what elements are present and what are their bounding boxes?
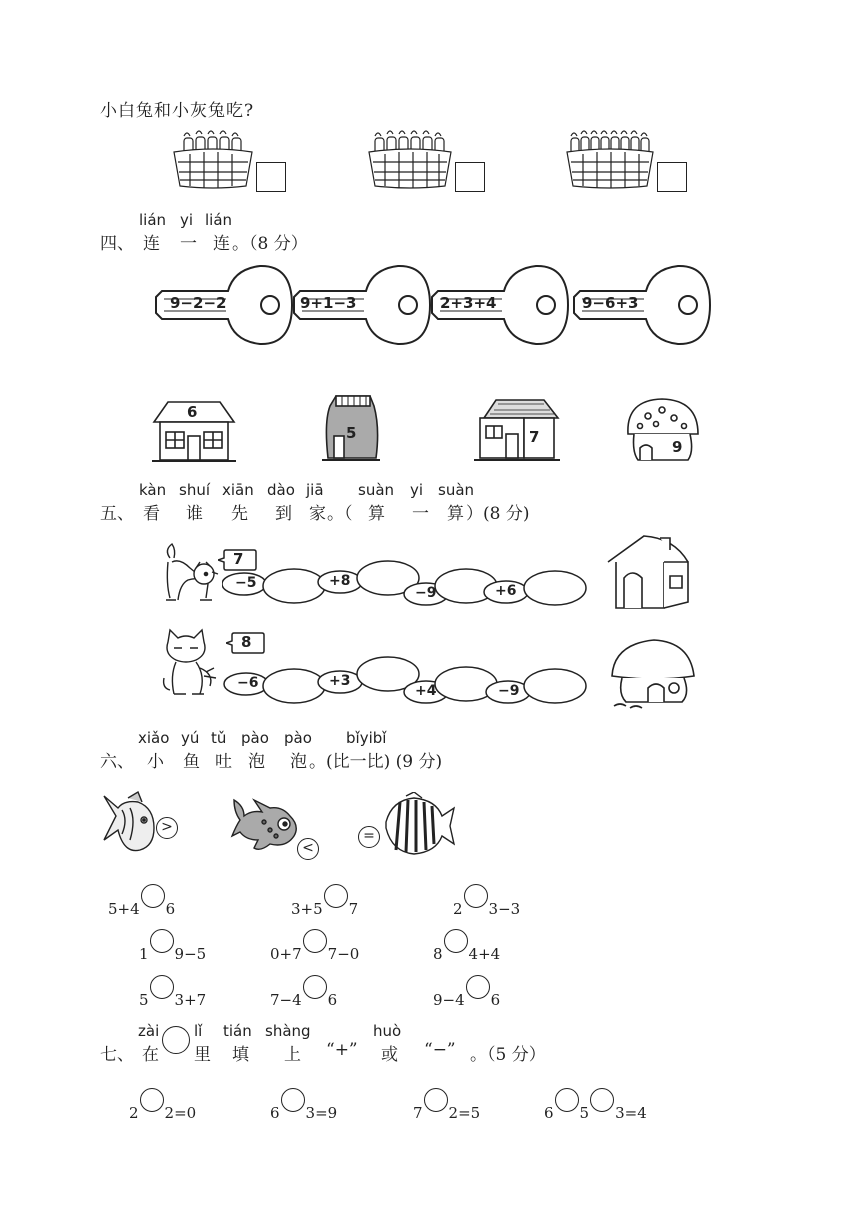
key-4[interactable] bbox=[570, 263, 716, 351]
answer-circle[interactable] bbox=[141, 884, 165, 908]
operand: 5 bbox=[579, 1104, 590, 1122]
answer-circle[interactable] bbox=[444, 929, 468, 953]
pinyin-lian1: lián bbox=[139, 211, 167, 229]
compare-item bbox=[270, 975, 337, 1009]
answer-circle[interactable] bbox=[466, 975, 490, 999]
heading-char: 一 bbox=[412, 504, 429, 524]
pinyin-lian2: lián bbox=[205, 211, 233, 229]
answer-box[interactable] bbox=[657, 162, 687, 192]
compare-item bbox=[433, 975, 500, 1009]
carrot-basket bbox=[365, 128, 455, 196]
right-operand: 3−3 bbox=[488, 900, 521, 918]
heading-char: 先 bbox=[231, 504, 248, 524]
fill-equation bbox=[544, 1088, 647, 1122]
key-label: 9−2−2 bbox=[170, 294, 227, 312]
answer-circle[interactable] bbox=[150, 975, 174, 999]
pinyin: tǔ bbox=[211, 729, 227, 747]
answer-circle[interactable] bbox=[303, 929, 327, 953]
right-operand: 7 bbox=[348, 900, 359, 918]
answer-circle[interactable] bbox=[281, 1088, 305, 1112]
answer-circle[interactable] bbox=[590, 1088, 614, 1112]
operation-label: +6 bbox=[495, 583, 517, 599]
pinyin: shuí bbox=[179, 481, 210, 499]
heading-char: 连 bbox=[143, 234, 160, 254]
right-operand: 9−5 bbox=[174, 945, 207, 963]
left-operand: 5 bbox=[139, 991, 149, 1009]
fish-greater bbox=[98, 790, 184, 864]
bubble-symbol: = bbox=[358, 826, 380, 848]
heading-score: ）(8 分) bbox=[466, 504, 530, 524]
pinyin: yi bbox=[410, 481, 424, 499]
heading-char: 到 bbox=[275, 504, 292, 524]
operation-label: +4 bbox=[415, 683, 437, 699]
bubble-symbol: < bbox=[297, 838, 319, 860]
answer-box[interactable] bbox=[256, 162, 286, 192]
heading-char: 吐 bbox=[215, 752, 232, 772]
pinyin: dào bbox=[267, 481, 295, 499]
pinyin: shàng bbox=[265, 1022, 311, 1040]
dog-path bbox=[222, 560, 592, 616]
house-number: 6 bbox=[187, 403, 198, 421]
answer-circle[interactable] bbox=[140, 1088, 164, 1112]
heading-char: 谁 bbox=[186, 504, 203, 524]
section-number: 六、 bbox=[100, 752, 134, 772]
bubble-symbol: > bbox=[156, 817, 178, 839]
operation-label: −6 bbox=[237, 675, 259, 691]
pinyin: bǐyibǐ bbox=[346, 729, 387, 747]
heading-score: 。(比一比) (9 分) bbox=[309, 752, 443, 772]
heading-char: 家 bbox=[309, 504, 326, 524]
fill-equation bbox=[270, 1088, 337, 1122]
key-2[interactable] bbox=[290, 263, 436, 351]
compare-item bbox=[139, 929, 206, 963]
pinyin: tián bbox=[223, 1022, 252, 1040]
heading-char: 。（ bbox=[327, 504, 353, 524]
heading-char: “+” bbox=[326, 1040, 358, 1060]
pinyin: yú bbox=[181, 729, 200, 747]
right-operand: 6 bbox=[327, 991, 338, 1009]
key-3[interactable] bbox=[428, 263, 574, 351]
pinyin: huò bbox=[373, 1022, 402, 1040]
heading-char: 小 bbox=[147, 752, 164, 772]
mushroom-house bbox=[608, 636, 696, 714]
pinyin: pào bbox=[241, 729, 269, 747]
key-1[interactable] bbox=[152, 263, 298, 351]
compare-item bbox=[453, 884, 520, 918]
answer-circle[interactable] bbox=[303, 975, 327, 999]
operand: 6 bbox=[544, 1104, 554, 1122]
operation-label: +8 bbox=[329, 573, 351, 589]
pinyin: kàn bbox=[139, 481, 167, 499]
pinyin: jiā bbox=[306, 481, 324, 499]
heading-char: 里 bbox=[194, 1045, 211, 1065]
left-operand: 1 bbox=[139, 945, 149, 963]
left-operand: 8 bbox=[433, 945, 443, 963]
left-operand: 0+7 bbox=[270, 945, 302, 963]
compare-item bbox=[139, 975, 206, 1009]
pinyin: zài bbox=[138, 1022, 160, 1040]
house-1[interactable] bbox=[152, 400, 236, 468]
answer-box[interactable] bbox=[455, 162, 485, 192]
right-operand: 4+4 bbox=[468, 945, 501, 963]
left-operand: 7−4 bbox=[270, 991, 302, 1009]
question-rabbits: 小白兔和小灰兔吃? bbox=[100, 101, 255, 121]
house-number: 9 bbox=[672, 438, 683, 456]
start-number: 8 bbox=[241, 633, 252, 651]
heading-char: 泡 bbox=[290, 752, 307, 772]
right-operand: 3+7 bbox=[174, 991, 207, 1009]
pinyin: lǐ bbox=[194, 1022, 203, 1040]
key-label: 9−6+3 bbox=[582, 294, 639, 312]
dog-illustration bbox=[160, 540, 220, 608]
answer-circle[interactable] bbox=[464, 884, 488, 908]
heading-char: 一 bbox=[180, 234, 197, 254]
fish-equal bbox=[356, 792, 456, 862]
pinyin: suàn bbox=[438, 481, 475, 499]
house-2[interactable] bbox=[322, 392, 380, 468]
heading-score: 。（8 分） bbox=[232, 234, 308, 254]
left-operand: 9−4 bbox=[433, 991, 465, 1009]
answer-circle[interactable] bbox=[324, 884, 348, 908]
house-number: 7 bbox=[529, 428, 540, 446]
result: 3=9 bbox=[305, 1104, 338, 1122]
answer-circle[interactable] bbox=[150, 929, 174, 953]
pinyin: xiǎo bbox=[138, 729, 170, 747]
heading-char: 在 bbox=[142, 1045, 159, 1065]
key-label: 9+1−3 bbox=[300, 294, 357, 312]
left-operand: 2 bbox=[453, 900, 463, 918]
left-operand: 3+5 bbox=[291, 900, 323, 918]
pinyin: xiān bbox=[222, 481, 254, 499]
key-label: 2+3+4 bbox=[440, 294, 497, 312]
operation-label: −9 bbox=[498, 683, 520, 699]
house-4[interactable] bbox=[622, 396, 702, 468]
pinyin: pào bbox=[284, 729, 312, 747]
compare-item bbox=[291, 884, 358, 918]
house-number: 5 bbox=[346, 424, 357, 442]
operation-label: −9 bbox=[415, 585, 437, 601]
left-operand: 5+4 bbox=[108, 900, 140, 918]
heading-score: 。（5 分） bbox=[470, 1045, 546, 1065]
heading-char: 看 bbox=[143, 504, 160, 524]
compare-item bbox=[433, 929, 500, 963]
heading-char: 泡 bbox=[248, 752, 265, 772]
operation-label: +3 bbox=[329, 673, 351, 689]
heading-char: 算 bbox=[447, 504, 464, 524]
fill-equation bbox=[129, 1088, 196, 1122]
pinyin-yi: yi bbox=[180, 211, 194, 229]
result: 3=4 bbox=[615, 1104, 647, 1122]
fish-less bbox=[230, 796, 326, 862]
circle-glyph bbox=[162, 1026, 190, 1054]
house-3[interactable] bbox=[474, 398, 560, 468]
carrot-basket bbox=[565, 128, 655, 196]
answer-circle[interactable] bbox=[555, 1088, 579, 1112]
start-number: 7 bbox=[233, 550, 244, 568]
result: 2=0 bbox=[164, 1104, 197, 1122]
right-operand: 6 bbox=[165, 900, 176, 918]
pinyin: suàn bbox=[358, 481, 395, 499]
section-number: 四、 bbox=[100, 234, 134, 254]
operand: 2 bbox=[129, 1104, 139, 1122]
compare-item bbox=[270, 929, 359, 963]
cat-illustration bbox=[160, 628, 220, 706]
operand: 6 bbox=[270, 1104, 280, 1122]
section-number: 五、 bbox=[100, 504, 134, 524]
operation-label: −5 bbox=[235, 575, 257, 591]
compare-item bbox=[108, 884, 175, 918]
heading-char: 填 bbox=[232, 1045, 249, 1065]
right-operand: 6 bbox=[490, 991, 501, 1009]
heading-char: 连 bbox=[213, 234, 230, 254]
section-number: 七、 bbox=[100, 1045, 134, 1065]
heading-char: 鱼 bbox=[183, 752, 200, 772]
right-operand: 7−0 bbox=[327, 945, 360, 963]
heading-char: 或 bbox=[381, 1045, 398, 1065]
heading-char: 算 bbox=[368, 504, 385, 524]
heading-char: 上 bbox=[284, 1045, 301, 1065]
heading-char: “−” bbox=[424, 1040, 456, 1060]
operand: 7 bbox=[413, 1104, 423, 1122]
fill-equation bbox=[413, 1088, 480, 1122]
dog-house bbox=[604, 532, 692, 616]
carrot-basket bbox=[170, 128, 256, 196]
answer-circle[interactable] bbox=[424, 1088, 448, 1112]
cat-path bbox=[222, 654, 592, 714]
result: 2=5 bbox=[448, 1104, 481, 1122]
